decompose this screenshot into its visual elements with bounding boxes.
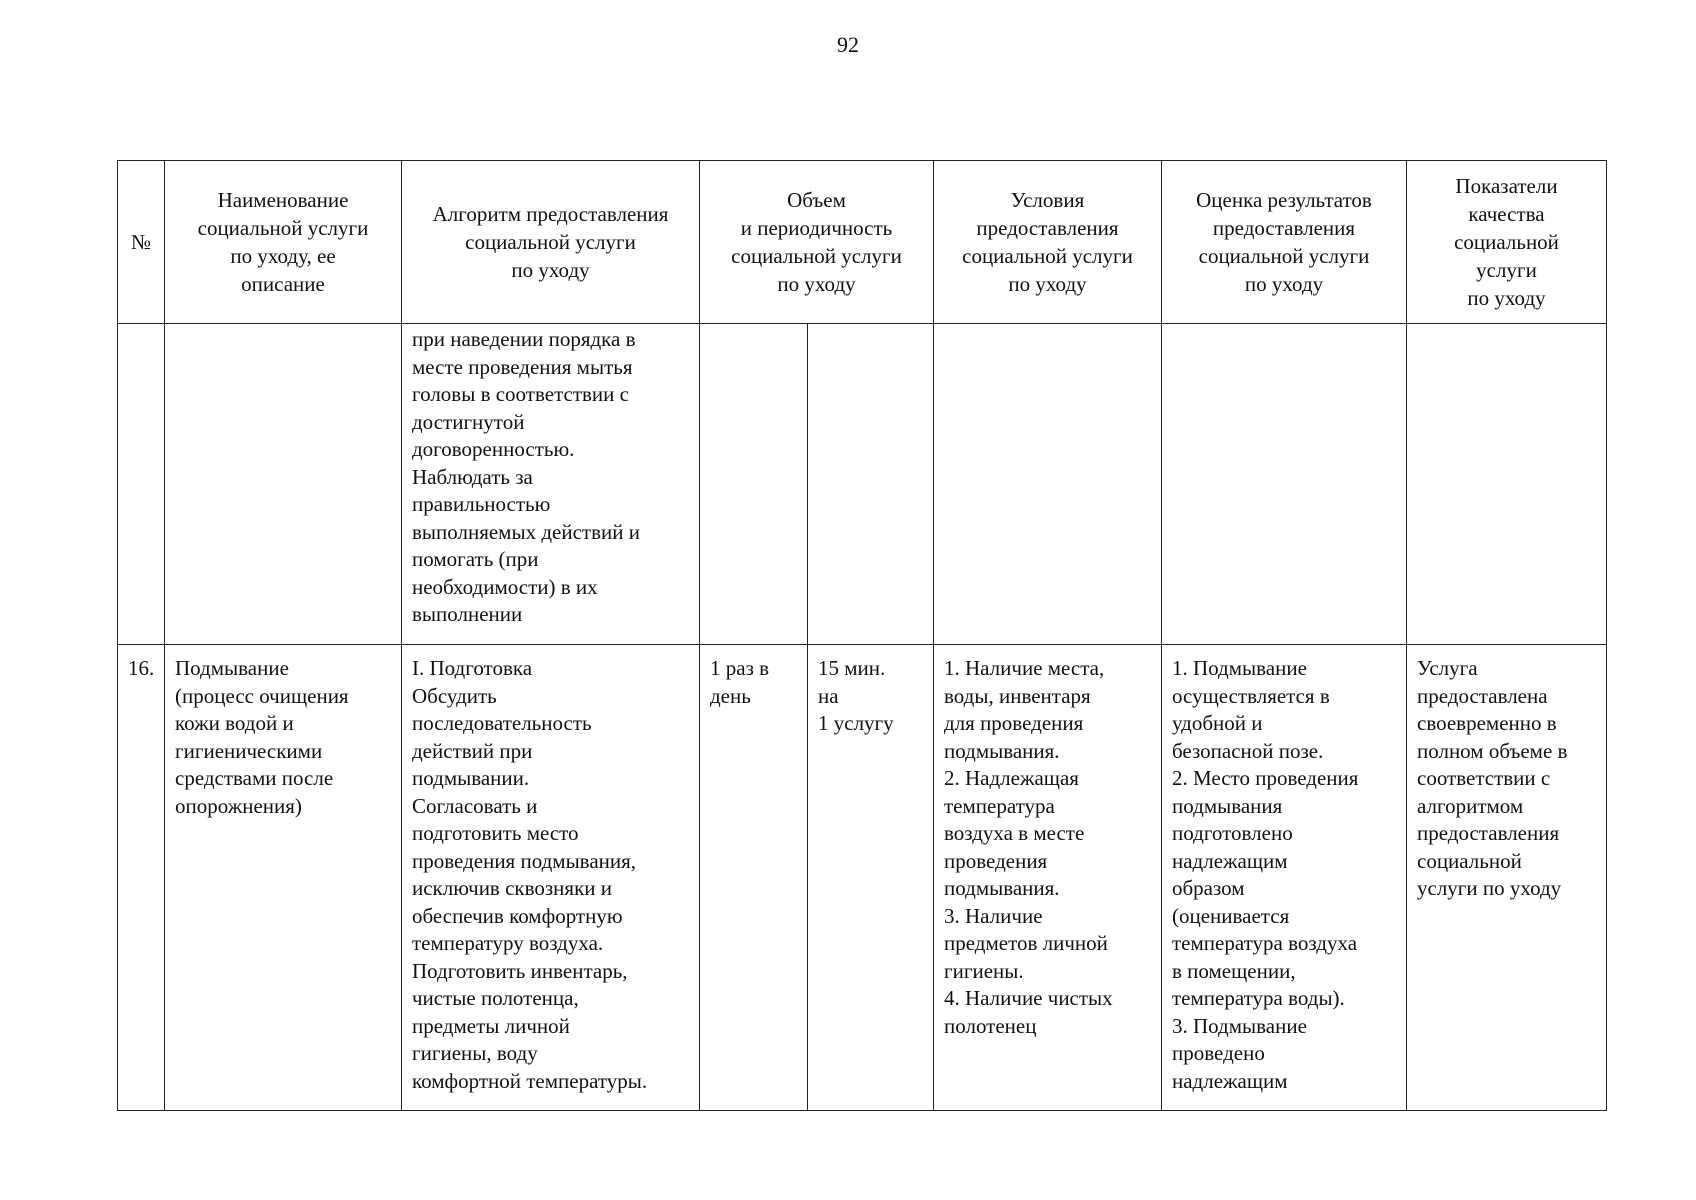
header-service-name: Наименование социальной услуги по уходу, ее описание [165,161,402,324]
cell-conditions [934,324,1162,645]
cell-conditions: 1. Наличие места, воды, инвентаря для проведения подмывания. 2. Надлежащая температура воздуха в месте проведения подмывания. 3. Наличие предметов личной гигиены. 4. Наличие чистых полотенец [934,645,1162,1111]
cell-evaluation: 1. Подмывание осуществляется в удобной и безопасной позе. 2. Место проведения подмывания подготовлено надлежащим образом (оценивается температура воздуха в помещении, температура воды). 3. Подмывание проведено надлежащим [1162,645,1407,1111]
cell-algorithm: I. Подготовка Обсудить последовательность действий при подмывании. Согласовать и подготовить место проведения подмывания, исключив сквозняки и обеспечив комфортную температуру воздуха. Подготовить инвентарь, чистые полотенца, предметы личной гигиены, воду комфортной температуры. [402,645,700,1111]
cell-duration: 15 мин. на 1 услугу [808,645,934,1111]
header-algorithm: Алгоритм предоставления социальной услуги по уходу [402,161,700,324]
header-conditions: Условия предоставления социальной услуги по уходу [934,161,1162,324]
table-row [118,645,1607,1111]
cell-duration [808,324,934,645]
services-table [117,160,1607,1111]
page-number: 92 [837,32,859,57]
cell-evaluation [1162,324,1407,645]
header-quality: Показатели качества социальной услуги по уходу [1407,161,1607,324]
header-num: № [118,161,165,324]
cell-num [118,324,165,645]
cell-service-name [165,324,402,645]
cell-quality: Услуга предоставлена своевременно в полном объеме в соответствии с алгоритмом предоставления социальной услуги по уходу [1407,645,1607,1111]
cell-frequency: 1 раз в день [700,645,808,1111]
cell-num: 16. [118,645,165,1111]
cell-service-name: Подмывание (процесс очищения кожи водой и гигиеническими средствами после опорожнения) [165,645,402,1111]
table-header-row [118,161,1607,324]
header-volume: Объем и периодичность социальной услуги по уходу [700,161,934,324]
table-row [118,324,1607,645]
cell-algorithm: при наведении порядка в месте проведения мытья головы в соответствии с достигнутой договоренностью. Наблюдать за правильностью выполняемых действий и помогать (при необходимости) в их выполнении [402,324,700,645]
cell-quality [1407,324,1607,645]
cell-frequency [700,324,808,645]
header-evaluation: Оценка результатов предоставления социальной услуги по уходу [1162,161,1407,324]
